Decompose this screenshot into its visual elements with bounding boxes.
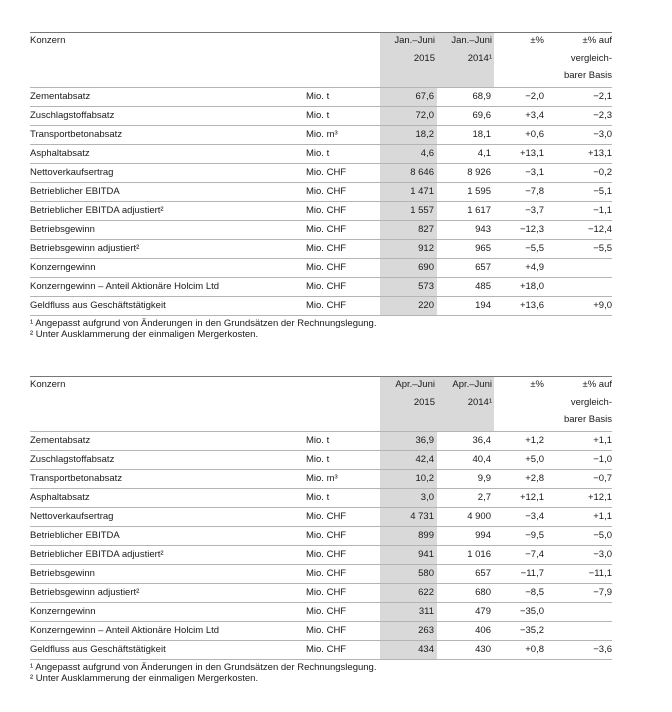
row-value-previous: 194 [475,300,491,311]
row-change-percent: +5,0 [525,454,544,465]
row-unit: Mio. CHF [306,224,347,235]
row-value-current: 3,0 [420,492,434,503]
row-change-percent: +13,6 [519,300,544,311]
row-value-current: 220 [418,300,434,311]
row-change-percent: −3,7 [525,205,544,216]
row-unit: Mio. CHF [306,262,347,273]
row-value-current: 434 [418,644,434,655]
row-change-percent: +0,6 [525,129,544,140]
row-divider [30,545,612,546]
row-unit: Mio. CHF [306,625,347,636]
row-value-current: 899 [418,530,434,541]
row-label: Konzerngewinn – Anteil Aktionäre Holcim Ltd [30,281,220,292]
row-label: Betriebsgewinn adjustiert² [30,243,140,254]
row-value-current: 4 731 [410,511,434,522]
row-change-percent: +1,2 [525,435,544,446]
footnote: ¹ Angepasst aufgrund von Änderungen in den Grundsätzen der Rechnungslegung. [30,318,377,329]
row-unit: Mio. CHF [306,549,347,560]
footnote: ¹ Angepasst aufgrund von Änderungen in den Grundsätzen der Rechnungslegung. [30,662,377,673]
row-value-previous: 406 [475,625,491,636]
row-like-for-like: −0,7 [593,473,612,484]
row-value-current: 42,4 [415,454,434,465]
row-value-previous: 1 595 [467,186,491,197]
row-divider [30,564,612,565]
row-label: Nettoverkaufsertrag [30,167,114,178]
row-change-percent: −3,4 [525,511,544,522]
row-change-percent: −8,5 [525,587,544,598]
row-value-previous: 40,4 [472,454,491,465]
row-divider [30,526,612,527]
row-label: Zementabsatz [30,435,91,446]
row-divider [30,87,612,88]
row-value-previous: 4,1 [477,148,491,159]
row-label: Konzerngewinn – Anteil Aktionäre Holcim Ltd [30,625,220,636]
header-current-year: 2015 [413,53,435,64]
row-change-percent: +4,9 [525,262,544,273]
row-unit: Mio. CHF [306,281,347,292]
row-value-current: 4,6 [420,148,434,159]
row-like-for-like: −0,2 [593,167,612,178]
row-divider [30,163,612,164]
row-like-for-like: −2,3 [593,110,612,121]
row-change-percent: −3,1 [525,167,544,178]
row-divider [30,640,612,641]
row-change-percent: −12,3 [519,224,544,235]
row-change-percent: −5,5 [525,243,544,254]
row-value-previous: 8 926 [467,167,491,178]
row-value-current: 827 [418,224,434,235]
row-change-percent: −35,2 [519,625,544,636]
row-value-previous: 9,9 [477,473,491,484]
row-label: Nettoverkaufsertrag [30,511,114,522]
row-like-for-like: −5,1 [593,186,612,197]
header-like-for-like-1: ±% auf [582,35,612,46]
row-like-for-like: −12,4 [587,224,612,235]
row-like-for-like: −1,0 [593,454,612,465]
row-divider [30,201,612,202]
row-change-percent: −11,7 [520,568,544,579]
row-change-percent: −35,0 [519,606,544,617]
row-label: Betriebsgewinn adjustiert² [30,587,140,598]
row-change-percent: +2,8 [525,473,544,484]
row-value-previous: 657 [475,262,491,273]
row-unit: Mio. t [306,454,330,465]
row-divider [30,602,612,603]
header-previous-year: 2014¹ [467,397,492,408]
row-value-current: 72,0 [415,110,434,121]
row-unit: Mio. t [306,435,330,446]
header-like-for-like-2: vergleich- [570,397,612,408]
row-label: Konzerngewinn [30,606,96,617]
table-half-year [30,32,612,342]
row-label: Betriebsgewinn [30,224,95,235]
header-current-year: 2015 [413,397,435,408]
row-label: Konzerngewinn [30,262,96,273]
row-value-current: 580 [418,568,434,579]
row-divider [30,450,612,451]
row-like-for-like: −3,0 [593,549,612,560]
row-divider [30,431,612,432]
row-divider [30,258,612,259]
row-label: Betrieblicher EBITDA [30,530,120,541]
row-value-previous: 36,4 [472,435,491,446]
row-unit: Mio. t [306,110,330,121]
header-konzern: Konzern [30,379,66,390]
row-value-previous: 430 [475,644,491,655]
row-value-current: 18,2 [415,129,434,140]
row-unit: Mio. CHF [306,205,347,216]
row-change-percent: +13,1 [519,148,544,159]
row-divider [30,182,612,183]
row-label: Betriebsgewinn [30,568,95,579]
row-divider [30,469,612,470]
header-change-percent: ±% [530,35,544,46]
row-value-previous: 4 900 [467,511,491,522]
row-value-current: 573 [418,281,434,292]
footnote: ² Unter Ausklammerung der einmaligen Mergerkosten. [30,673,259,684]
row-like-for-like: +12,1 [587,492,612,503]
row-value-previous: 965 [475,243,491,254]
table-bottom-rule [30,659,612,660]
footnote: ² Unter Ausklammerung der einmaligen Mergerkosten. [30,329,259,340]
table-bottom-rule [30,315,612,316]
row-value-previous: 1 617 [467,205,491,216]
row-unit: Mio. CHF [306,167,347,178]
row-unit: Mio. CHF [306,606,347,617]
row-unit: Mio. t [306,148,330,159]
header-current-period: Jan.–Juni [394,35,435,46]
row-divider [30,621,612,622]
row-unit: Mio. CHF [306,568,347,579]
row-unit: Mio. CHF [306,243,347,254]
header-konzern: Konzern [30,35,66,46]
row-label: Betrieblicher EBITDA adjustiert² [30,205,164,216]
row-divider [30,296,612,297]
row-like-for-like: −3,6 [593,644,612,655]
row-value-previous: 994 [475,530,491,541]
row-divider [30,239,612,240]
row-label: Zuschlagstoffabsatz [30,110,115,121]
row-value-previous: 69,6 [472,110,491,121]
header-previous-period: Apr.–Juni [452,379,492,390]
row-value-current: 263 [418,625,434,636]
row-label: Zuschlagstoffabsatz [30,454,115,465]
row-unit: Mio. CHF [306,644,347,655]
row-value-current: 10,2 [415,473,434,484]
row-unit: Mio. t [306,492,330,503]
table-top-rule [30,32,612,33]
row-divider [30,583,612,584]
row-value-previous: 18,1 [472,129,491,140]
row-label: Asphaltabsatz [30,148,90,159]
row-like-for-like: +1,1 [593,435,612,446]
row-value-previous: 485 [475,281,491,292]
row-like-for-like: −7,9 [593,587,612,598]
row-label: Transportbetonabsatz [30,473,123,484]
row-value-previous: 657 [475,568,491,579]
row-change-percent: +12,1 [519,492,544,503]
row-change-percent: −7,4 [525,549,544,560]
row-change-percent: +18,0 [519,281,544,292]
row-value-current: 912 [418,243,434,254]
header-current-period: Apr.–Juni [395,379,435,390]
row-label: Geldfluss aus Geschäftstätigkeit [30,300,166,311]
row-divider [30,220,612,221]
row-unit: Mio. CHF [306,511,347,522]
row-like-for-like: −5,0 [593,530,612,541]
header-previous-period: Jan.–Juni [451,35,492,46]
row-value-previous: 943 [475,224,491,235]
row-change-percent: −2,0 [525,91,544,102]
row-unit: Mio. m³ [306,129,338,140]
header-like-for-like-3: barer Basis [563,70,612,81]
header-previous-year: 2014¹ [467,53,492,64]
row-value-previous: 2,7 [477,492,491,503]
row-value-current: 1 471 [410,186,434,197]
row-unit: Mio. CHF [306,530,347,541]
row-value-current: 622 [418,587,434,598]
row-value-previous: 680 [475,587,491,598]
row-like-for-like: +1,1 [593,511,612,522]
row-unit: Mio. m³ [306,473,338,484]
row-like-for-like: +9,0 [593,300,612,311]
table-top-rule [30,376,612,377]
row-label: Transportbetonabsatz [30,129,123,140]
row-divider [30,106,612,107]
row-like-for-like: +13,1 [587,148,612,159]
row-divider [30,507,612,508]
row-like-for-like: −5,5 [593,243,612,254]
row-value-current: 67,6 [415,91,434,102]
row-value-current: 941 [418,549,434,560]
row-divider [30,277,612,278]
header-like-for-like-1: ±% auf [582,379,612,390]
row-like-for-like: −1,1 [593,205,612,216]
row-unit: Mio. CHF [306,587,347,598]
row-change-percent: −9,5 [525,530,544,541]
row-unit: Mio. t [306,91,330,102]
row-change-percent: +3,4 [525,110,544,121]
row-like-for-like: −3,0 [593,129,612,140]
row-value-previous: 479 [475,606,491,617]
row-value-current: 311 [418,606,434,617]
table-second-quarter [30,376,612,686]
header-like-for-like-2: vergleich- [570,53,612,64]
row-value-current: 8 646 [410,167,434,178]
row-change-percent: +0,8 [525,644,544,655]
row-value-current: 1 557 [410,205,434,216]
row-like-for-like: −11,1 [588,568,612,579]
row-value-current: 690 [418,262,434,273]
row-label: Betrieblicher EBITDA adjustiert² [30,549,164,560]
row-label: Zementabsatz [30,91,91,102]
row-label: Betrieblicher EBITDA [30,186,120,197]
row-label: Geldfluss aus Geschäftstätigkeit [30,644,166,655]
row-label: Asphaltabsatz [30,492,90,503]
row-value-previous: 68,9 [472,91,491,102]
row-unit: Mio. CHF [306,300,347,311]
row-value-previous: 1 016 [467,549,491,560]
row-divider [30,144,612,145]
row-change-percent: −7,8 [525,186,544,197]
header-change-percent: ±% [530,379,544,390]
row-divider [30,125,612,126]
row-unit: Mio. CHF [306,186,347,197]
row-like-for-like: −2,1 [593,91,612,102]
row-divider [30,488,612,489]
header-like-for-like-3: barer Basis [563,414,612,425]
row-value-current: 36,9 [415,435,434,446]
